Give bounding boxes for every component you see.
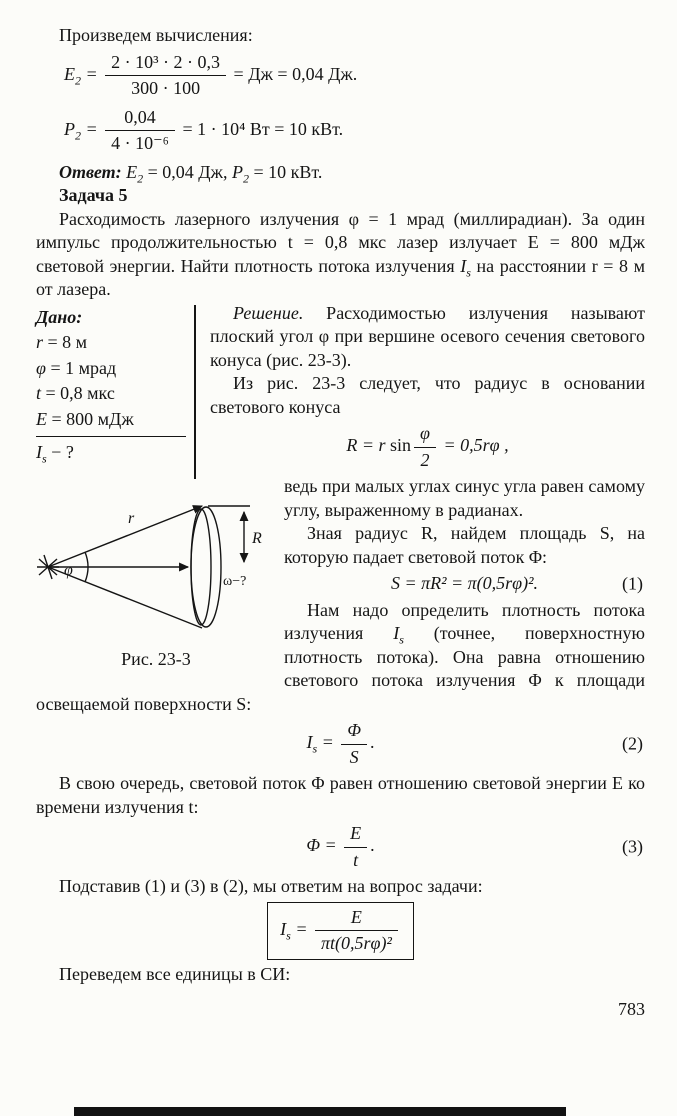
upper-ray [48, 506, 202, 567]
fraction [344, 822, 367, 872]
formula-area [36, 572, 645, 596]
intensity-symbol: I [36, 442, 42, 462]
scan-edge-bar [74, 1107, 566, 1116]
given-value: = 0,8 мкс [41, 383, 115, 403]
subscript: s [42, 451, 47, 466]
formula-area-body: S = πR² = π(0,5rφ)². [390, 573, 539, 593]
fraction [105, 51, 226, 101]
given-var: r [36, 332, 44, 352]
given-title: Дано: [36, 306, 83, 327]
denominator: t [353, 849, 359, 870]
subscript: 2 [137, 171, 144, 186]
subscript: 2 [75, 128, 81, 143]
numerator: 2 · 10³ · 2 · 0,3 [105, 51, 226, 77]
fraction [341, 719, 367, 769]
formula-flux-lhs: Φ = [306, 835, 342, 856]
given-value: = 8 м [43, 332, 88, 352]
intensity-symbol: I [393, 623, 400, 643]
denominator: 4 · 10⁻⁶ [111, 133, 169, 153]
figure-label-omega: ω−? [223, 573, 247, 589]
denominator: 2 [420, 449, 430, 470]
subscript: s [399, 632, 404, 647]
answer-label: Ответ: [59, 161, 127, 182]
formula-e2-lhs: $E_2$ = [64, 63, 103, 88]
numerator: E [344, 822, 367, 848]
solution-p5a: Нам надо определить плотность потока излучения [284, 599, 645, 643]
subscript: s [286, 928, 291, 943]
solution-paragraph-7: Подставив (1) и (3) в (2), мы ответим на вопрос задачи: [59, 876, 483, 896]
figure-caption: Рис. 23-3 [121, 649, 191, 669]
cone-base-inner-ellipse [191, 509, 211, 625]
denominator: πt(0,5rφ)² [320, 933, 392, 953]
figure-label-R: R [252, 529, 262, 547]
sin-function: sin [390, 435, 412, 456]
formula-e2-result: = Дж = 0,04 Дж. [229, 63, 358, 84]
problem-part2: на расстоянии r = 8 м от лазера. [36, 255, 645, 299]
answer-value1: = 0,04 Дж, [143, 161, 232, 182]
solution-paragraph-8: Переведем все единицы в СИ: [59, 963, 291, 984]
formula-intensity [36, 719, 645, 769]
formula-e2 [64, 51, 645, 101]
equation-number-3: (3) [622, 836, 643, 857]
subscript: 2 [75, 73, 81, 88]
figure-label-r: r [128, 509, 135, 527]
answer-value2: = 10 кВт. [248, 161, 323, 182]
formula-radius-rhs: = 0,5rφ , [439, 435, 509, 456]
denominator: 300 · 100 [131, 78, 201, 98]
given-var: φ [36, 357, 46, 378]
intensity-symbol: I [460, 255, 467, 276]
fraction [315, 906, 398, 956]
formula-end-dot: . [370, 732, 375, 753]
page-number: 783 [618, 999, 645, 1019]
formula-radius-lhs: R = r [346, 435, 391, 456]
solution-lead: Решение. [233, 302, 304, 323]
problem-text [36, 208, 645, 302]
problem-part1: Расходимость лазерного излучения φ = 1 мрад (миллирадиан). За один импульс продолжительностью t = 0,8 мкс лазер излучает E = 800 мДж световой энергии. Найти плотность потока излучения [36, 208, 645, 276]
subscript: 2 [242, 171, 249, 186]
cone-diagram [36, 491, 276, 641]
formula-p2-lhs: $P_2$ = [64, 118, 103, 143]
numerator: φ [414, 422, 436, 448]
numerator: 0,04 [105, 106, 175, 132]
final-formula-lhs: $I_s$ = [280, 918, 312, 943]
given-var: E [36, 408, 47, 429]
subscript: s [466, 265, 471, 280]
solution-paragraph-6: В свою очередь, световой поток Φ равен отношению световой энергии E ко времени излучения t: [36, 773, 645, 817]
denominator: S [349, 746, 359, 767]
solution-paragraph-3: ведь при малых углах синус угла равен самому углу, выраженному в радианах. [284, 476, 645, 520]
subscript: s [312, 741, 318, 756]
solution-p1-text: Расходимостью излучения называют плоский угол φ при вершине осевого сечения светового конуса (рис. 23-3). [210, 302, 645, 370]
fraction [105, 106, 175, 156]
final-formula-wrap [36, 902, 645, 960]
given-var: t [36, 383, 42, 403]
final-formula-box [267, 902, 414, 960]
numerator: Φ [341, 719, 367, 745]
given-item [36, 382, 186, 406]
given-value: = 800 мДж [47, 408, 134, 429]
formula-p2-result: = 1 · 10⁴ Вт = 10 кВт. [177, 118, 344, 139]
calc-intro: Произведем вычисления: [59, 25, 253, 45]
answer-var2: P [231, 161, 243, 182]
task-title: Задача 5 [59, 185, 128, 205]
numerator: E [315, 906, 398, 932]
fraction [414, 422, 436, 472]
equation-number-1: (1) [622, 573, 643, 593]
solution-section [36, 302, 645, 987]
given-item [36, 331, 186, 355]
equation-number-2: (2) [622, 733, 643, 754]
figure-label-phi: φ [64, 561, 73, 579]
cone-base-ellipse [191, 507, 221, 627]
formula-flux [36, 822, 645, 872]
solution-paragraph-2: Из рис. 23-3 следует, что радиус в основании светового конуса [210, 373, 645, 417]
formula-radius [36, 422, 645, 472]
solution-p5b: (точнее, поверхностную плотность потока). Она равна отношению светового потока излучения Φ к площади освещаемой поверхности S: [36, 623, 645, 714]
given-find-question: − ? [46, 442, 74, 462]
formula-intensity-lhs: $I_s$ = [306, 732, 339, 756]
given-value: = 1 мрад [45, 357, 117, 378]
answer-var1: E [126, 161, 138, 182]
formula-p2 [64, 106, 645, 156]
solution-paragraph-4: Зная радиус R, найдем площадь S, на которую падает световой поток Φ: [284, 523, 645, 567]
formula-end-dot: . [370, 835, 375, 856]
given-item [36, 357, 186, 381]
answer-line [36, 161, 645, 185]
